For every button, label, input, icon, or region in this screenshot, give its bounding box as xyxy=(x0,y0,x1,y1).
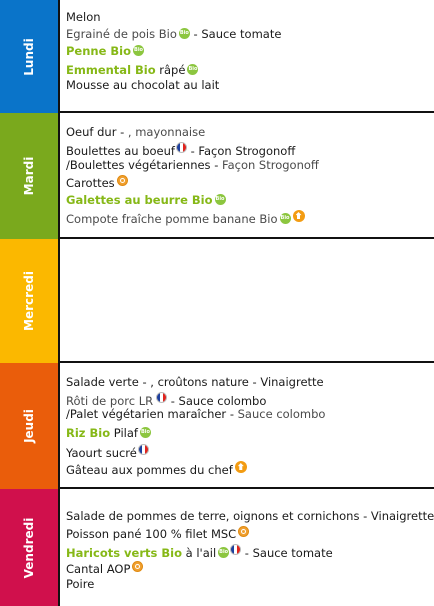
bio-label-icon: Bio xyxy=(280,213,291,224)
day-band-mardi xyxy=(0,113,58,239)
quality-label-icon xyxy=(117,175,128,186)
menu-item: Carottes xyxy=(66,175,128,190)
menu-item: Yaourt sucré xyxy=(66,444,149,460)
menu-item: Emmental Bio râpé Bio xyxy=(66,63,198,77)
bio-label-icon: Bio xyxy=(215,194,226,205)
bio-label-icon: Bio xyxy=(187,64,198,75)
day-row-lundi xyxy=(0,0,434,113)
day-label-lundi: Lundi xyxy=(22,37,36,76)
day-label-vendredi: Vendredi xyxy=(22,517,36,578)
france-flag-icon xyxy=(176,142,187,153)
day-band-vendredi xyxy=(0,489,58,606)
menu-item: Oeuf dur - , mayonnaise xyxy=(66,125,206,139)
menu-mardi xyxy=(58,113,434,239)
homemade-icon xyxy=(235,461,247,473)
day-band-mercredi xyxy=(0,239,58,363)
menu-vendredi xyxy=(58,489,434,606)
menu-item: Boulettes au boeuf - Façon Strogonoff xyxy=(66,144,296,158)
menu-item: Penne Bio Bio xyxy=(66,44,143,58)
day-band-lundi xyxy=(0,0,58,113)
menu-item: Rôti de porc LR - Sauce colombo xyxy=(66,394,267,408)
menu-item: Egrainé de pois Bio Bio - Sauce tomate xyxy=(66,27,282,41)
menu-item: Salade verte - , croûtons nature - Vinaigrette xyxy=(66,375,324,389)
menu-item: Melon xyxy=(66,10,101,24)
menu-item: /Palet végétarien maraîcher - Sauce colombo xyxy=(66,407,326,421)
france-flag-icon xyxy=(230,544,241,555)
menu-item: Cantal AOP xyxy=(66,561,143,576)
menu-item: Gâteau aux pommes du chef xyxy=(66,461,247,477)
menu-item: Haricots verts Bio à l'ail Bio - Sauce tomate xyxy=(66,546,333,560)
menu-item: Mousse au chocolat au lait xyxy=(66,78,220,92)
quality-label-icon xyxy=(238,526,249,537)
day-band-jeudi xyxy=(0,363,58,489)
day-row-mercredi xyxy=(0,239,434,363)
bio-label-icon: Bio xyxy=(179,28,190,39)
day-label-mardi: Mardi xyxy=(22,156,36,196)
day-row-vendredi xyxy=(0,489,434,606)
bio-label-icon: Bio xyxy=(133,45,144,56)
menu-item: Poire xyxy=(66,577,95,591)
day-row-jeudi xyxy=(0,363,434,489)
france-flag-icon xyxy=(156,392,167,403)
menu-item: Compote fraîche pomme banane Bio Bio xyxy=(66,210,305,226)
bio-label-icon: Bio xyxy=(218,547,229,558)
menu-item: Riz Bio Pilaf Bio xyxy=(66,426,150,440)
quality-label-icon xyxy=(132,561,143,572)
bio-label-icon: Bio xyxy=(140,427,151,438)
menu-mercredi xyxy=(58,239,434,363)
menu-lundi xyxy=(58,0,434,113)
menu-item: Salade de pommes de terre, oignons et cornichons - Vinaigrette xyxy=(66,509,434,523)
menu-item: Poisson pané 100 % filet MSC xyxy=(66,526,249,541)
menu-item: Galettes au beurre Bio Bio xyxy=(66,193,225,207)
menu-jeudi xyxy=(58,363,434,489)
menu-item: /Boulettes végétariennes - Façon Strogonoff xyxy=(66,158,319,172)
day-label-jeudi: Jeudi xyxy=(22,409,36,443)
homemade-icon xyxy=(293,210,305,222)
france-flag-icon xyxy=(138,444,149,455)
day-row-mardi xyxy=(0,113,434,239)
day-label-mercredi: Mercredi xyxy=(22,271,36,331)
